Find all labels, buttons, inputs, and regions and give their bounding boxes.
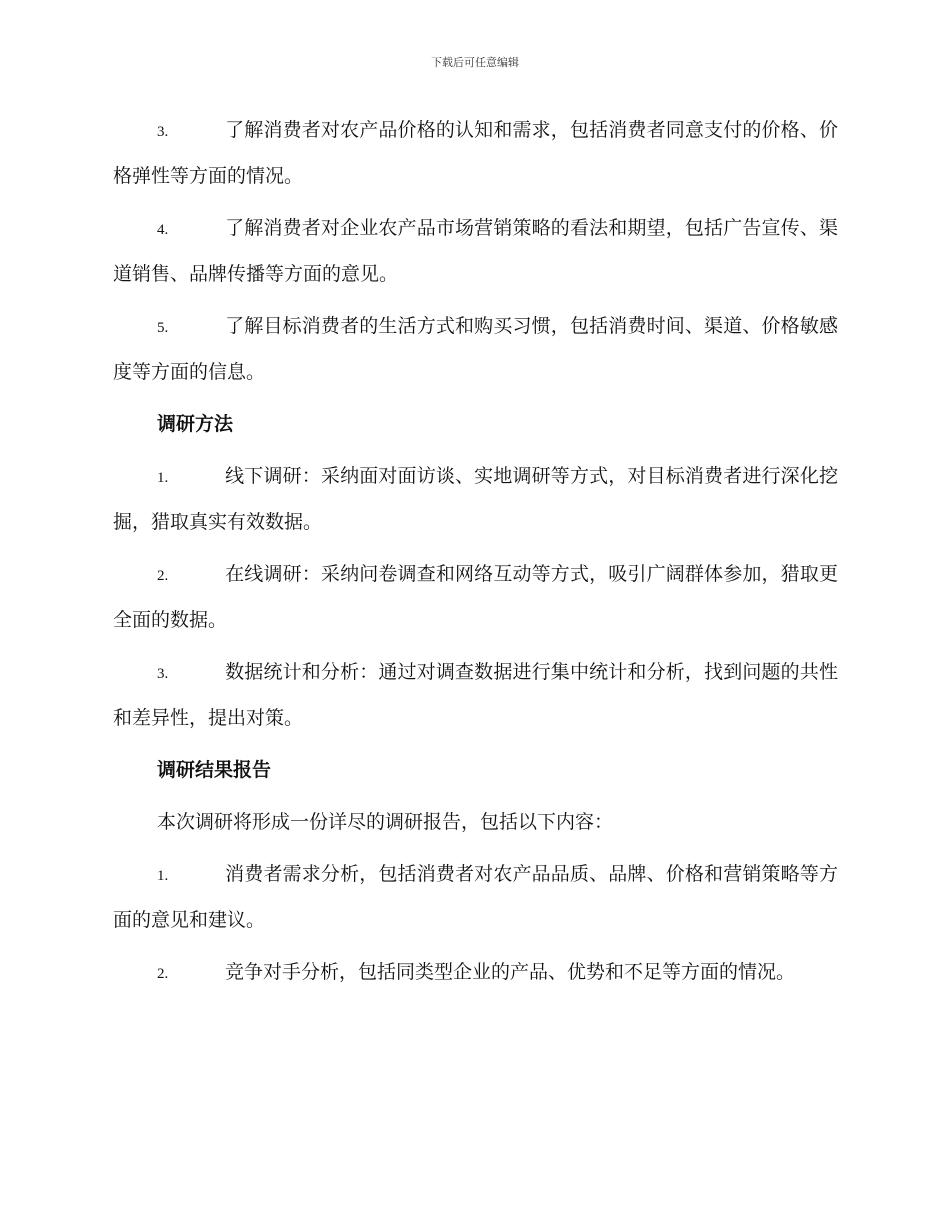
list-item-text: 在线调研：采纳问卷调查和网络互动等方式，吸引广阔群体参加，猎取更全面的数据。 bbox=[113, 563, 838, 631]
list-item-number: 1. bbox=[157, 868, 169, 884]
list-item-number: 3. bbox=[157, 124, 169, 140]
document-body bbox=[113, 108, 838, 1004]
list-item bbox=[113, 950, 838, 996]
section-intro-paragraph: 本次调研将形成一份详尽的调研报告，包括以下内容： bbox=[157, 811, 614, 833]
list-item bbox=[113, 852, 838, 942]
list-item bbox=[113, 454, 838, 544]
list-item-text: 了解消费者对企业农产品市场营销策略的看法和期望，包括广告宣传、渠道销售、品牌传播等方面的意见。 bbox=[113, 217, 838, 285]
list-item-text: 消费者需求分析，包括消费者对农产品品质、品牌、价格和营销策略等方面的意见和建议。 bbox=[113, 863, 838, 931]
list-item-number: 1. bbox=[157, 470, 169, 486]
list-item-text: 竞争对手分析，包括同类型企业的产品、优势和不足等方面的情况。 bbox=[225, 961, 796, 983]
list-item-number: 2. bbox=[157, 568, 169, 584]
list-item bbox=[113, 206, 838, 296]
list-item-number: 5. bbox=[157, 320, 169, 336]
section-heading-methods: 调研方法 bbox=[157, 413, 234, 435]
list-item bbox=[113, 650, 838, 740]
list-item-number: 3. bbox=[157, 666, 169, 682]
list-item-text: 了解目标消费者的生活方式和购买习惯，包括消费时间、渠道、价格敏感度等方面的信息。 bbox=[113, 315, 838, 383]
page-header: 下载后可任意编辑 bbox=[431, 56, 519, 69]
list-item bbox=[113, 552, 838, 642]
list-item-number: 4. bbox=[157, 222, 169, 238]
list-item-text: 数据统计和分析：通过对调查数据进行集中统计和分析，找到问题的共性和差异性，提出对策。 bbox=[113, 661, 838, 729]
list-item-text: 了解消费者对农产品价格的认知和需求，包括消费者同意支付的价格、价格弹性等方面的情况。 bbox=[113, 119, 838, 187]
list-item bbox=[113, 304, 838, 394]
list-item-number: 2. bbox=[157, 966, 169, 982]
list-item bbox=[113, 108, 838, 198]
list-item-text: 线下调研：采纳面对面访谈、实地调研等方式，对目标消费者进行深化挖掘，猎取真实有效数据。 bbox=[113, 465, 838, 533]
section-heading-report: 调研结果报告 bbox=[157, 759, 272, 781]
